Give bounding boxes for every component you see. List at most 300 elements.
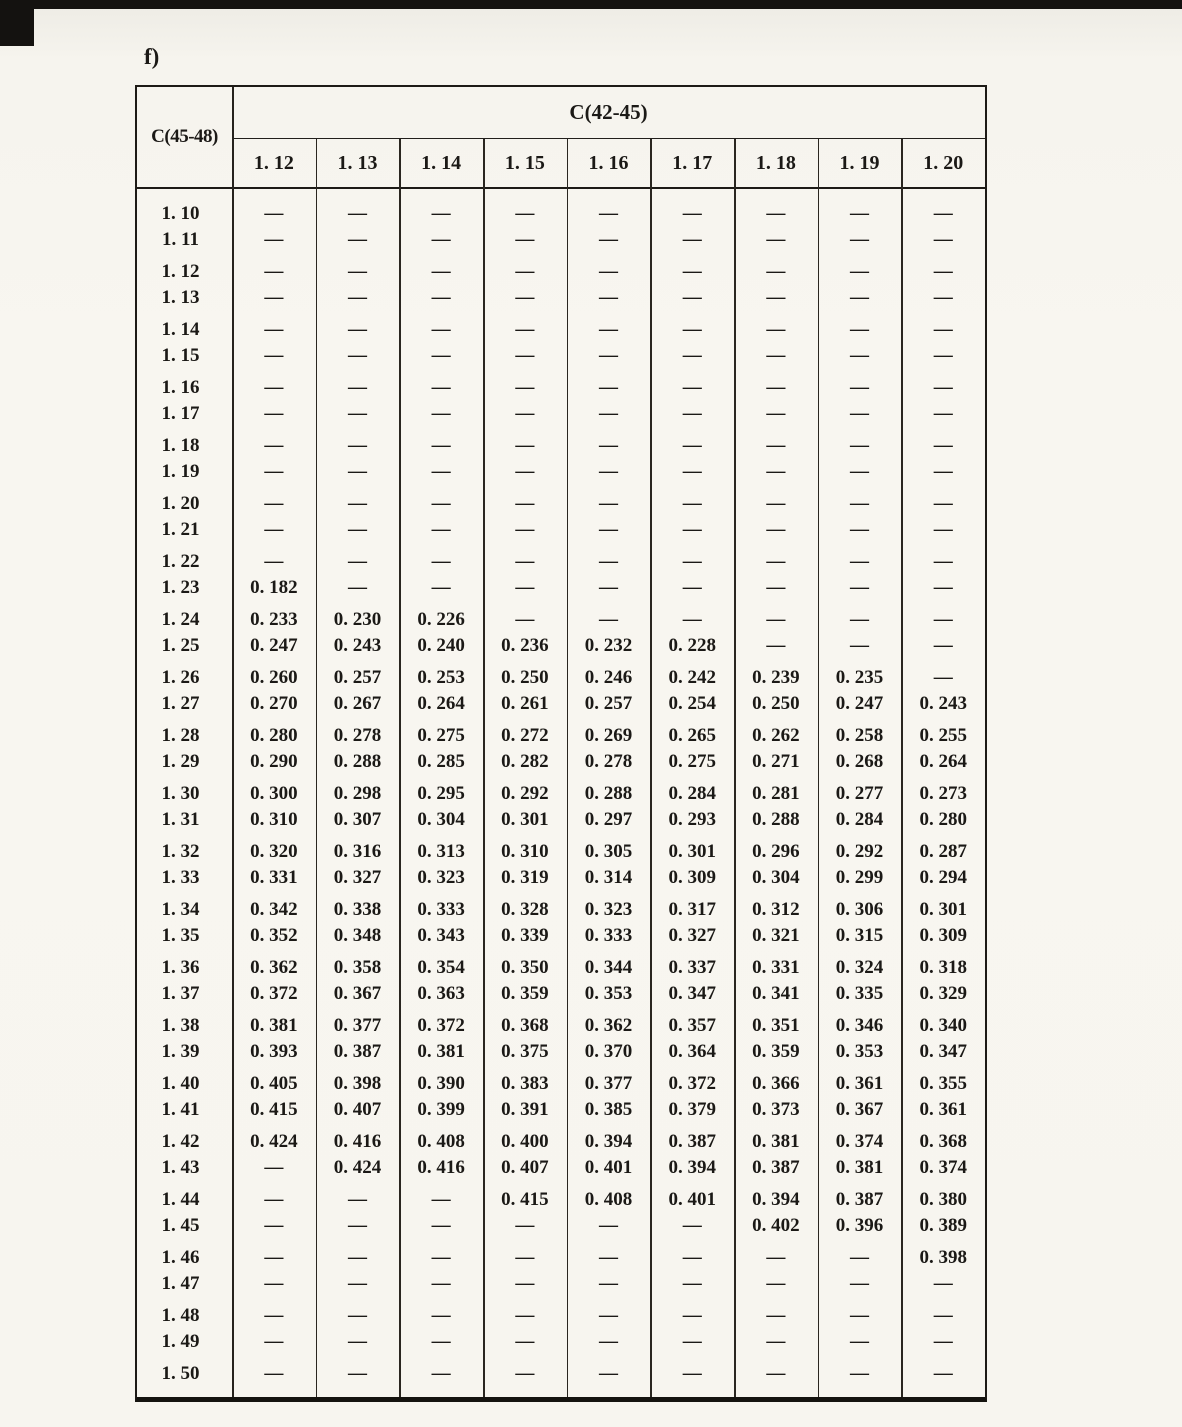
- empty-cell: —: [766, 493, 786, 514]
- empty-cell: —: [264, 1157, 284, 1178]
- value-cell: 0. 363: [417, 983, 465, 1004]
- column-header: 1. 13: [337, 151, 378, 174]
- row-label: 1. 35: [161, 925, 200, 946]
- empty-cell: —: [933, 635, 953, 656]
- value-cell: 0. 368: [501, 1015, 549, 1036]
- empty-cell: —: [431, 345, 451, 366]
- table-row: [137, 549, 985, 575]
- empty-cell: —: [599, 493, 619, 514]
- value-cell: 0. 298: [333, 783, 382, 804]
- value-cell: 0. 416: [333, 1131, 382, 1152]
- value-cell: 0. 255: [919, 725, 967, 746]
- column-header-area: [232, 87, 985, 187]
- empty-cell: —: [431, 435, 451, 456]
- stub-header: C(45-48): [151, 126, 218, 147]
- value-cell: 0. 288: [584, 783, 633, 804]
- row-label: 1. 30: [161, 783, 200, 804]
- empty-cell: —: [348, 551, 367, 572]
- stub-column-divider: [232, 87, 234, 1397]
- empty-cell: —: [431, 1363, 451, 1384]
- table-row: [137, 923, 985, 949]
- empty-cell: —: [264, 203, 284, 224]
- value-cell: 0. 261: [501, 693, 549, 714]
- value-cell: 0. 295: [417, 783, 465, 804]
- value-cell: 0. 337: [668, 957, 716, 978]
- value-cell: 0. 284: [668, 783, 716, 804]
- table-row: [137, 343, 985, 369]
- value-cell: 0. 339: [501, 925, 549, 946]
- value-cell: 0. 335: [835, 983, 884, 1004]
- column-divider: [399, 139, 401, 1397]
- table-row: [137, 1245, 985, 1271]
- empty-cell: —: [933, 1273, 953, 1294]
- table-row: [137, 1097, 985, 1123]
- empty-cell: —: [348, 461, 367, 482]
- data-table: [135, 85, 987, 1402]
- empty-cell: —: [348, 1215, 367, 1236]
- empty-cell: —: [599, 577, 619, 598]
- empty-cell: —: [850, 203, 870, 224]
- empty-cell: —: [431, 461, 451, 482]
- table-row: [137, 781, 985, 807]
- empty-cell: —: [850, 1305, 870, 1326]
- empty-cell: —: [431, 203, 451, 224]
- value-cell: 0. 368: [919, 1131, 967, 1152]
- value-cell: 0. 415: [501, 1189, 549, 1210]
- empty-cell: —: [933, 577, 953, 598]
- value-cell: 0. 268: [835, 751, 884, 772]
- empty-cell: —: [599, 1273, 619, 1294]
- empty-cell: —: [682, 229, 702, 250]
- row-label: 1. 37: [161, 983, 200, 1004]
- value-cell: 0. 314: [584, 867, 633, 888]
- value-cell: 0. 342: [250, 899, 298, 920]
- empty-cell: —: [515, 1273, 535, 1294]
- value-cell: 0. 272: [501, 725, 549, 746]
- value-cell: 0. 346: [835, 1015, 884, 1036]
- empty-cell: —: [682, 493, 702, 514]
- value-cell: 0. 280: [919, 809, 967, 830]
- empty-cell: —: [348, 319, 367, 340]
- empty-cell: —: [599, 261, 619, 282]
- empty-cell: —: [431, 1189, 451, 1210]
- value-cell: 0. 381: [835, 1157, 884, 1178]
- value-cell: 0. 424: [333, 1157, 382, 1178]
- value-cell: 0. 424: [250, 1131, 298, 1152]
- empty-cell: —: [933, 667, 953, 688]
- figure-label: f): [144, 44, 160, 69]
- value-cell: 0. 401: [584, 1157, 633, 1178]
- table-row: [137, 897, 985, 923]
- value-cell: 0. 264: [417, 693, 465, 714]
- empty-cell: —: [933, 1331, 953, 1352]
- value-cell: 0. 316: [333, 841, 382, 862]
- scan-artifact-corner-block: [0, 0, 34, 46]
- empty-cell: —: [515, 493, 535, 514]
- value-cell: 0. 381: [752, 1131, 800, 1152]
- row-label: 1. 25: [161, 635, 200, 656]
- row-label: 1. 20: [161, 493, 200, 514]
- value-cell: 0. 416: [417, 1157, 465, 1178]
- row-label: 1. 40: [161, 1073, 200, 1094]
- empty-cell: —: [515, 1247, 535, 1268]
- empty-cell: —: [515, 577, 535, 598]
- empty-cell: —: [348, 1189, 367, 1210]
- empty-cell: —: [682, 1215, 702, 1236]
- value-cell: 0. 182: [250, 577, 298, 598]
- column-header: 1. 20: [923, 151, 964, 174]
- value-cell: 0. 366: [752, 1073, 800, 1094]
- value-cell: 0. 304: [417, 809, 465, 830]
- empty-cell: —: [264, 435, 284, 456]
- table-row: [137, 375, 985, 401]
- value-cell: 0. 327: [668, 925, 716, 946]
- table-row: [137, 633, 985, 659]
- value-cell: 0. 253: [417, 667, 465, 688]
- value-cell: 0. 292: [835, 841, 884, 862]
- empty-cell: —: [766, 1273, 786, 1294]
- value-cell: 0. 408: [417, 1131, 465, 1152]
- value-cell: 0. 247: [250, 635, 298, 656]
- table-row: [137, 723, 985, 749]
- value-cell: 0. 405: [250, 1073, 298, 1094]
- column-header: 1. 17: [672, 151, 713, 174]
- empty-cell: —: [431, 377, 451, 398]
- value-cell: 0. 354: [417, 957, 465, 978]
- table-row: [137, 433, 985, 459]
- empty-cell: —: [933, 287, 953, 308]
- value-cell: 0. 401: [668, 1189, 716, 1210]
- value-cell: 0. 273: [919, 783, 967, 804]
- empty-cell: —: [682, 319, 702, 340]
- value-cell: 0. 385: [584, 1099, 633, 1120]
- value-cell: 0. 328: [501, 899, 549, 920]
- empty-cell: —: [348, 203, 367, 224]
- value-cell: 0. 294: [919, 867, 967, 888]
- value-cell: 0. 387: [835, 1189, 884, 1210]
- value-cell: 0. 288: [752, 809, 800, 830]
- value-cell: 0. 375: [501, 1041, 549, 1062]
- row-label: 1. 47: [161, 1273, 200, 1294]
- empty-cell: —: [599, 403, 619, 424]
- value-cell: 0. 340: [919, 1015, 967, 1036]
- empty-cell: —: [599, 435, 619, 456]
- empty-cell: —: [933, 493, 953, 514]
- column-divider: [483, 139, 485, 1397]
- column-header: 1. 19: [839, 151, 880, 174]
- empty-cell: —: [599, 1363, 619, 1384]
- value-cell: 0. 293: [668, 809, 716, 830]
- empty-cell: —: [766, 435, 786, 456]
- empty-cell: —: [850, 345, 870, 366]
- empty-cell: —: [264, 551, 284, 572]
- value-cell: 0. 327: [333, 867, 382, 888]
- value-cell: 0. 309: [668, 867, 716, 888]
- empty-cell: —: [264, 287, 284, 308]
- empty-cell: —: [515, 461, 535, 482]
- value-cell: 0. 292: [501, 783, 549, 804]
- row-label: 1. 34: [161, 899, 200, 920]
- value-cell: 0. 398: [333, 1073, 382, 1094]
- value-cell: 0. 233: [250, 609, 298, 630]
- value-cell: 0. 236: [501, 635, 549, 656]
- empty-cell: —: [599, 1215, 619, 1236]
- value-cell: 0. 357: [668, 1015, 716, 1036]
- empty-cell: —: [682, 1273, 702, 1294]
- empty-cell: —: [515, 519, 535, 540]
- empty-cell: —: [682, 377, 702, 398]
- empty-cell: —: [766, 345, 786, 366]
- column-header: 1. 18: [755, 151, 796, 174]
- empty-cell: —: [515, 1215, 535, 1236]
- value-cell: 0. 374: [919, 1157, 967, 1178]
- row-label: 1. 11: [162, 229, 199, 250]
- row-label: 1. 27: [161, 693, 200, 714]
- value-cell: 0. 380: [919, 1189, 967, 1210]
- value-cell: 0. 391: [501, 1099, 549, 1120]
- empty-cell: —: [264, 377, 284, 398]
- empty-cell: —: [264, 1247, 284, 1268]
- value-cell: 0. 258: [835, 725, 884, 746]
- value-cell: 0. 402: [752, 1215, 800, 1236]
- empty-cell: —: [599, 287, 619, 308]
- value-cell: 0. 290: [250, 751, 298, 772]
- value-cell: 0. 230: [333, 609, 382, 630]
- value-cell: 0. 407: [501, 1157, 549, 1178]
- empty-cell: —: [515, 551, 535, 572]
- value-cell: 0. 242: [668, 667, 716, 688]
- value-cell: 0. 287: [919, 841, 967, 862]
- empty-cell: —: [515, 1305, 535, 1326]
- row-label: 1. 22: [161, 551, 200, 572]
- empty-cell: —: [348, 1247, 367, 1268]
- row-label: 1. 28: [161, 725, 200, 746]
- value-cell: 0. 372: [668, 1073, 716, 1094]
- empty-cell: —: [850, 229, 870, 250]
- table-row: [137, 865, 985, 891]
- empty-cell: —: [933, 1305, 953, 1326]
- empty-cell: —: [599, 319, 619, 340]
- value-cell: 0. 359: [501, 983, 549, 1004]
- empty-cell: —: [264, 1215, 284, 1236]
- value-cell: 0. 398: [919, 1247, 967, 1268]
- empty-cell: —: [933, 609, 953, 630]
- empty-cell: —: [682, 1331, 702, 1352]
- table-row: [137, 517, 985, 543]
- empty-cell: —: [933, 1363, 953, 1384]
- table-row: [137, 691, 985, 717]
- value-cell: 0. 396: [835, 1215, 884, 1236]
- value-cell: 0. 275: [668, 751, 716, 772]
- empty-cell: —: [599, 229, 619, 250]
- value-cell: 0. 281: [752, 783, 800, 804]
- value-cell: 0. 318: [919, 957, 967, 978]
- empty-cell: —: [933, 403, 953, 424]
- empty-cell: —: [766, 287, 786, 308]
- empty-cell: —: [264, 261, 284, 282]
- value-cell: 0. 321: [752, 925, 800, 946]
- table-row: [137, 1329, 985, 1355]
- empty-cell: —: [264, 1305, 284, 1326]
- column-group-header: C(42-45): [232, 87, 985, 139]
- value-cell: 0. 312: [752, 899, 800, 920]
- value-cell: 0. 240: [417, 635, 465, 656]
- table-row: [137, 1213, 985, 1239]
- column-divider: [734, 139, 736, 1397]
- empty-cell: —: [515, 435, 535, 456]
- empty-cell: —: [431, 1247, 451, 1268]
- table-row: [137, 201, 985, 227]
- value-cell: 0. 367: [333, 983, 382, 1004]
- empty-cell: —: [348, 229, 367, 250]
- value-cell: 0. 243: [919, 693, 967, 714]
- empty-cell: —: [850, 577, 870, 598]
- value-cell: 0. 390: [417, 1073, 465, 1094]
- empty-cell: —: [850, 261, 870, 282]
- empty-cell: —: [431, 493, 451, 514]
- value-cell: 0. 379: [668, 1099, 716, 1120]
- value-cell: 0. 307: [333, 809, 382, 830]
- table-row: [137, 955, 985, 981]
- value-cell: 0. 260: [250, 667, 298, 688]
- value-cell: 0. 333: [417, 899, 465, 920]
- empty-cell: —: [766, 1363, 786, 1384]
- empty-cell: —: [682, 287, 702, 308]
- value-cell: 0. 372: [250, 983, 298, 1004]
- row-label: 1. 24: [161, 609, 200, 630]
- empty-cell: —: [850, 493, 870, 514]
- empty-cell: —: [348, 519, 367, 540]
- empty-cell: —: [348, 1363, 367, 1384]
- empty-cell: —: [515, 345, 535, 366]
- table-row: [137, 1129, 985, 1155]
- row-label: 1. 45: [161, 1215, 200, 1236]
- empty-cell: —: [431, 229, 451, 250]
- empty-cell: —: [766, 551, 786, 572]
- empty-cell: —: [682, 1363, 702, 1384]
- value-cell: 0. 267: [333, 693, 382, 714]
- value-cell: 0. 324: [835, 957, 884, 978]
- value-cell: 0. 257: [584, 693, 633, 714]
- value-cell: 0. 323: [584, 899, 633, 920]
- table-row: [137, 259, 985, 285]
- row-label: 1. 13: [161, 287, 200, 308]
- table-header: [137, 87, 985, 189]
- table-row: [137, 1271, 985, 1297]
- value-cell: 0. 347: [919, 1041, 967, 1062]
- empty-cell: —: [850, 1247, 870, 1268]
- table-row: [137, 1303, 985, 1329]
- empty-cell: —: [431, 519, 451, 540]
- value-cell: 0. 232: [584, 635, 633, 656]
- table-row: [137, 575, 985, 601]
- row-label: 1. 26: [161, 667, 200, 688]
- row-label: 1. 19: [161, 461, 200, 482]
- table-row: [137, 285, 985, 311]
- value-cell: 0. 394: [584, 1131, 633, 1152]
- value-cell: 0. 355: [919, 1073, 967, 1094]
- value-cell: 0. 313: [417, 841, 465, 862]
- table-row: [137, 665, 985, 691]
- empty-cell: —: [348, 435, 367, 456]
- column-header: 1. 14: [421, 151, 462, 174]
- empty-cell: —: [515, 403, 535, 424]
- empty-cell: —: [515, 1331, 535, 1352]
- value-cell: 0. 400: [501, 1131, 549, 1152]
- row-label: 1. 21: [161, 519, 200, 540]
- table-row: [137, 1013, 985, 1039]
- empty-cell: —: [850, 635, 870, 656]
- table-row: [137, 459, 985, 485]
- empty-cell: —: [431, 403, 451, 424]
- empty-cell: —: [264, 229, 284, 250]
- row-label: 1. 36: [161, 957, 200, 978]
- row-label: 1. 23: [161, 577, 200, 598]
- row-label: 1. 17: [161, 403, 200, 424]
- value-cell: 0. 407: [333, 1099, 382, 1120]
- empty-cell: —: [682, 403, 702, 424]
- value-cell: 0. 344: [584, 957, 633, 978]
- row-label: 1. 46: [161, 1247, 200, 1268]
- row-label: 1. 39: [161, 1041, 200, 1062]
- empty-cell: —: [850, 403, 870, 424]
- empty-cell: —: [850, 1273, 870, 1294]
- value-cell: 0. 296: [752, 841, 800, 862]
- empty-cell: —: [850, 461, 870, 482]
- empty-cell: —: [850, 1363, 870, 1384]
- empty-cell: —: [431, 261, 451, 282]
- row-label: 1. 44: [161, 1189, 200, 1210]
- empty-cell: —: [599, 519, 619, 540]
- empty-cell: —: [264, 1363, 284, 1384]
- value-cell: 0. 235: [835, 667, 884, 688]
- value-cell: 0. 250: [501, 667, 549, 688]
- value-cell: 0. 228: [668, 635, 716, 656]
- value-cell: 0. 243: [333, 635, 382, 656]
- empty-cell: —: [682, 435, 702, 456]
- value-cell: 0. 297: [584, 809, 633, 830]
- value-cell: 0. 264: [919, 751, 967, 772]
- empty-cell: —: [264, 519, 284, 540]
- row-label: 1. 50: [161, 1363, 200, 1384]
- value-cell: 0. 320: [250, 841, 298, 862]
- empty-cell: —: [682, 519, 702, 540]
- value-cell: 0. 271: [752, 751, 800, 772]
- value-cell: 0. 299: [835, 867, 884, 888]
- empty-cell: —: [766, 377, 786, 398]
- empty-cell: —: [515, 287, 535, 308]
- empty-cell: —: [431, 319, 451, 340]
- value-cell: 0. 361: [835, 1073, 884, 1094]
- empty-cell: —: [264, 1189, 284, 1210]
- empty-cell: —: [933, 203, 953, 224]
- empty-cell: —: [348, 377, 367, 398]
- empty-cell: —: [348, 287, 367, 308]
- empty-cell: —: [682, 609, 702, 630]
- row-label: 1. 43: [161, 1157, 200, 1178]
- empty-cell: —: [431, 577, 451, 598]
- value-cell: 0. 300: [250, 783, 298, 804]
- table-row: [137, 749, 985, 775]
- empty-cell: —: [264, 319, 284, 340]
- empty-cell: —: [682, 461, 702, 482]
- value-cell: 0. 389: [919, 1215, 967, 1236]
- empty-cell: —: [264, 345, 284, 366]
- value-cell: 0. 333: [584, 925, 633, 946]
- table-row: [137, 1187, 985, 1213]
- value-cell: 0. 394: [668, 1157, 716, 1178]
- column-headers: [232, 139, 985, 187]
